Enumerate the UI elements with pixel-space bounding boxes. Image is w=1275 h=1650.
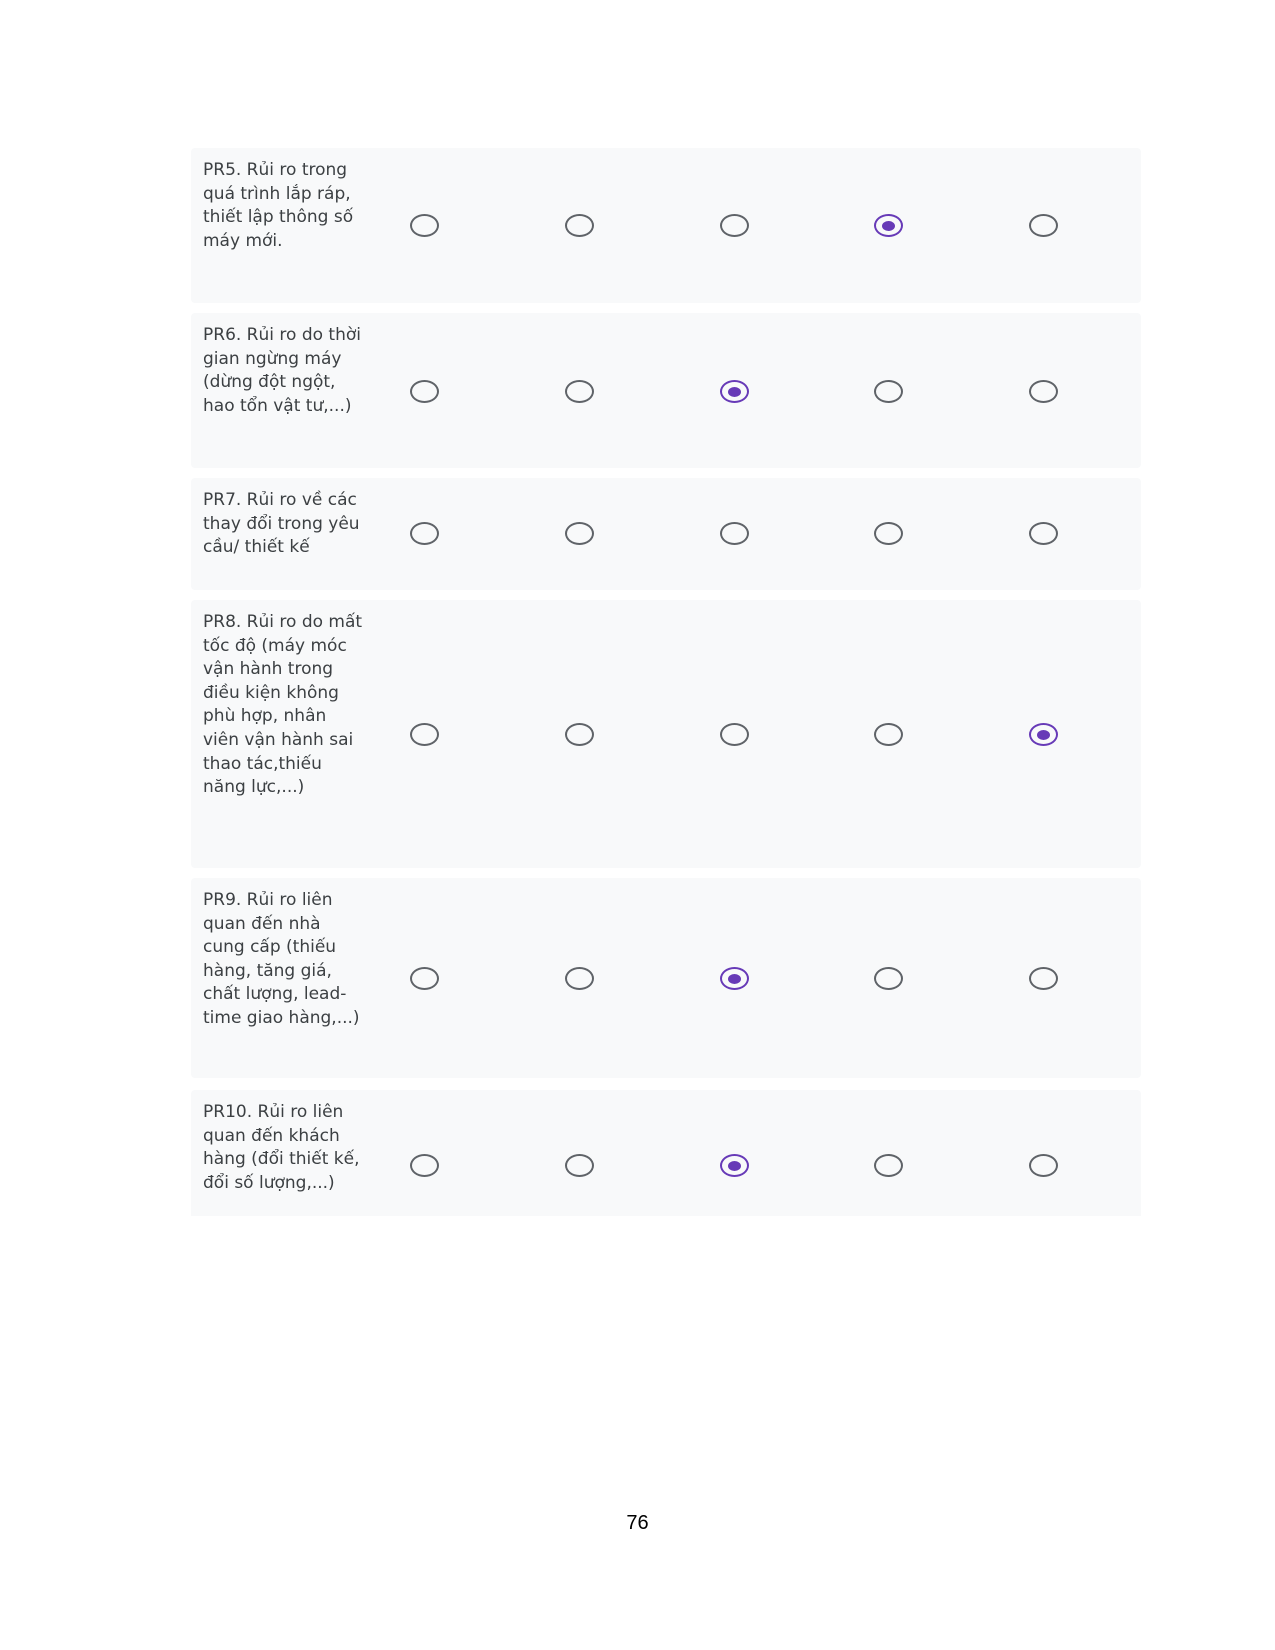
- page-number: 76: [626, 1512, 649, 1534]
- radio-option-3[interactable]: [720, 723, 749, 746]
- radio-option-4[interactable]: [874, 723, 903, 746]
- row-label: PR7. Rủi ro về các thay đổi trong yêu cầu/ thiết kế: [203, 490, 360, 558]
- radio-option-5[interactable]: [1029, 723, 1058, 746]
- row-label: PR8. Rủi ro do mất tốc độ (máy móc vận hành trong điều kiện không phù hợp, nhân viên vận hành sai thao tác,thiếu năng lực,...): [203, 612, 363, 798]
- survey-grid: [191, 148, 1141, 1216]
- radio-option-5[interactable]: [1029, 522, 1058, 545]
- radio-option-1[interactable]: [410, 723, 439, 746]
- radio-option-3[interactable]: [720, 214, 749, 237]
- row-label: PR6. Rủi ro do thời gian ngừng máy (dừng đột ngột, hao tổn vật tư,...): [203, 325, 361, 416]
- radio-option-4[interactable]: [874, 214, 903, 237]
- radio-option-3[interactable]: [720, 1154, 749, 1177]
- radio-option-4[interactable]: [874, 380, 903, 403]
- row-label: PR9. Rủi ro liên quan đến nhà cung cấp (thiếu hàng, tăng giá, chất lượng, lead-time giao hàng,...): [203, 890, 360, 1028]
- radio-option-2[interactable]: [565, 723, 594, 746]
- radio-option-2[interactable]: [565, 214, 594, 237]
- row-label: PR10. Rủi ro liên quan đến khách hàng (đổi thiết kế, đổi số lượng,...): [203, 1102, 360, 1193]
- radio-option-2[interactable]: [565, 1154, 594, 1177]
- radio-option-4[interactable]: [874, 967, 903, 990]
- radio-option-2[interactable]: [565, 522, 594, 545]
- grid-row-pr6: [191, 313, 1141, 468]
- radio-option-1[interactable]: [410, 1154, 439, 1177]
- radio-option-3[interactable]: [720, 380, 749, 403]
- radio-option-1[interactable]: [410, 380, 439, 403]
- radio-option-2[interactable]: [565, 380, 594, 403]
- radio-option-1[interactable]: [410, 214, 439, 237]
- radio-option-5[interactable]: [1029, 967, 1058, 990]
- grid-row-pr10: [191, 1090, 1141, 1216]
- radio-option-1[interactable]: [410, 522, 439, 545]
- grid-row-pr7: [191, 478, 1141, 590]
- radio-option-3[interactable]: [720, 522, 749, 545]
- radio-option-5[interactable]: [1029, 214, 1058, 237]
- radio-option-5[interactable]: [1029, 380, 1058, 403]
- radio-option-1[interactable]: [410, 967, 439, 990]
- radio-option-2[interactable]: [565, 967, 594, 990]
- grid-row-pr8: [191, 600, 1141, 868]
- grid-row-pr5: [191, 148, 1141, 303]
- radio-option-4[interactable]: [874, 522, 903, 545]
- row-label: PR5. Rủi ro trong quá trình lắp ráp, thiết lập thông số máy mới.: [203, 160, 354, 251]
- grid-row-pr9: [191, 878, 1141, 1078]
- radio-option-3[interactable]: [720, 967, 749, 990]
- radio-option-5[interactable]: [1029, 1154, 1058, 1177]
- radio-option-4[interactable]: [874, 1154, 903, 1177]
